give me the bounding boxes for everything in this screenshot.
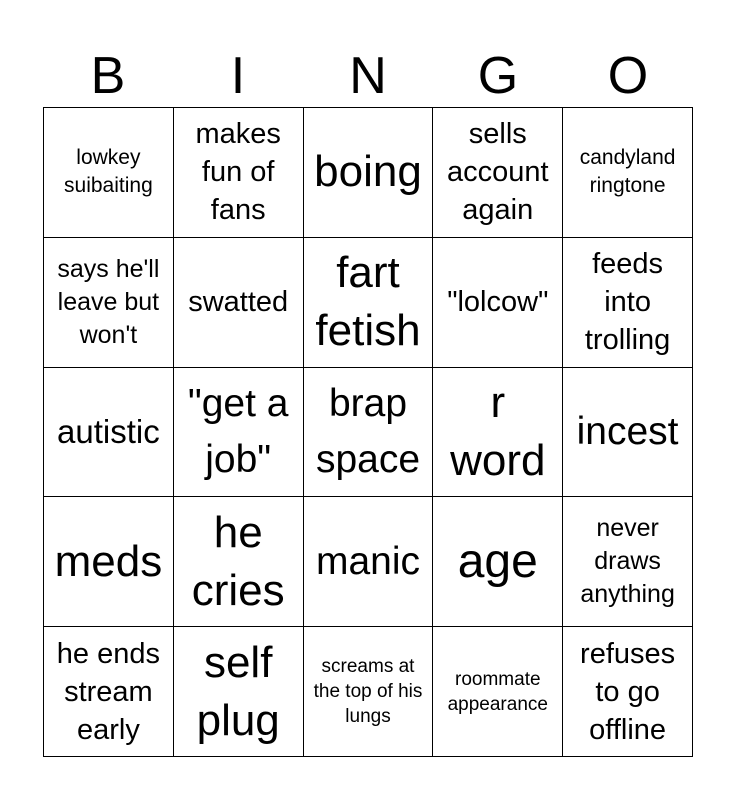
bingo-cell[interactable] (433, 238, 563, 368)
cell-text: never draws anything (580, 514, 675, 609)
cell-text: r word (450, 377, 546, 485)
bingo-cell[interactable] (174, 238, 304, 368)
bingo-cell[interactable] (44, 368, 174, 498)
bingo-cell[interactable] (44, 497, 174, 627)
cell-text: swatted (188, 286, 289, 319)
cell-text: autistic (57, 412, 160, 450)
cell-text: he ends stream early (56, 637, 160, 746)
bingo-cell[interactable] (174, 627, 304, 757)
cell-text: says he'll leave but won't (57, 254, 160, 349)
header-letter-n: N (349, 47, 387, 105)
cell-text: lowkey suibaiting (64, 146, 153, 198)
bingo-cell[interactable] (44, 108, 174, 238)
bingo-cell[interactable] (563, 238, 693, 368)
bingo-cell[interactable] (433, 368, 563, 498)
cell-text: he cries (191, 507, 285, 615)
cell-text: brap space (315, 381, 421, 481)
cell-text: meds (54, 536, 163, 586)
bingo-cell[interactable] (44, 238, 174, 368)
bingo-cell[interactable] (433, 108, 563, 238)
bingo-cell[interactable] (304, 497, 434, 627)
header-letter-o: O (607, 47, 649, 105)
cell-text: sells account again (447, 118, 549, 227)
bingo-cell[interactable] (174, 368, 304, 498)
bingo-grid (43, 107, 693, 757)
cell-text: refuses to go offline (580, 637, 676, 746)
cell-text: boing (314, 147, 422, 197)
bingo-cell[interactable] (44, 627, 174, 757)
cell-text: candyland ringtone (579, 146, 676, 198)
bingo-cell[interactable] (563, 108, 693, 238)
bingo-cell[interactable] (563, 497, 693, 627)
cell-text: roommate appearance (447, 668, 548, 715)
bingo-header (43, 48, 693, 104)
header-letter-g: G (477, 47, 519, 105)
bingo-cell[interactable] (433, 497, 563, 627)
cell-text: "get a job" (187, 381, 289, 481)
bingo-cell[interactable] (174, 497, 304, 627)
bingo-cell[interactable] (304, 627, 434, 757)
cell-text: fart fetish (315, 248, 421, 356)
cell-text: feeds into trolling (584, 248, 671, 357)
bingo-cell[interactable] (563, 627, 693, 757)
cell-text: age (457, 534, 538, 588)
cell-text: self plug (196, 637, 280, 745)
cell-text: incest (576, 409, 679, 453)
bingo-cell[interactable] (304, 368, 434, 498)
bingo-cell[interactable] (433, 627, 563, 757)
cell-text: makes fun of fans (195, 118, 281, 227)
bingo-cell[interactable] (174, 108, 304, 238)
cell-text: screams at the top of his lungs (313, 656, 423, 728)
bingo-cell[interactable] (304, 238, 434, 368)
cell-text: manic (315, 539, 421, 583)
bingo-cell[interactable] (563, 368, 693, 498)
cell-text: "lolcow" (447, 286, 549, 319)
header-letter-i: I (230, 47, 246, 105)
header-letter-b: B (90, 47, 126, 105)
bingo-cell[interactable] (304, 108, 434, 238)
